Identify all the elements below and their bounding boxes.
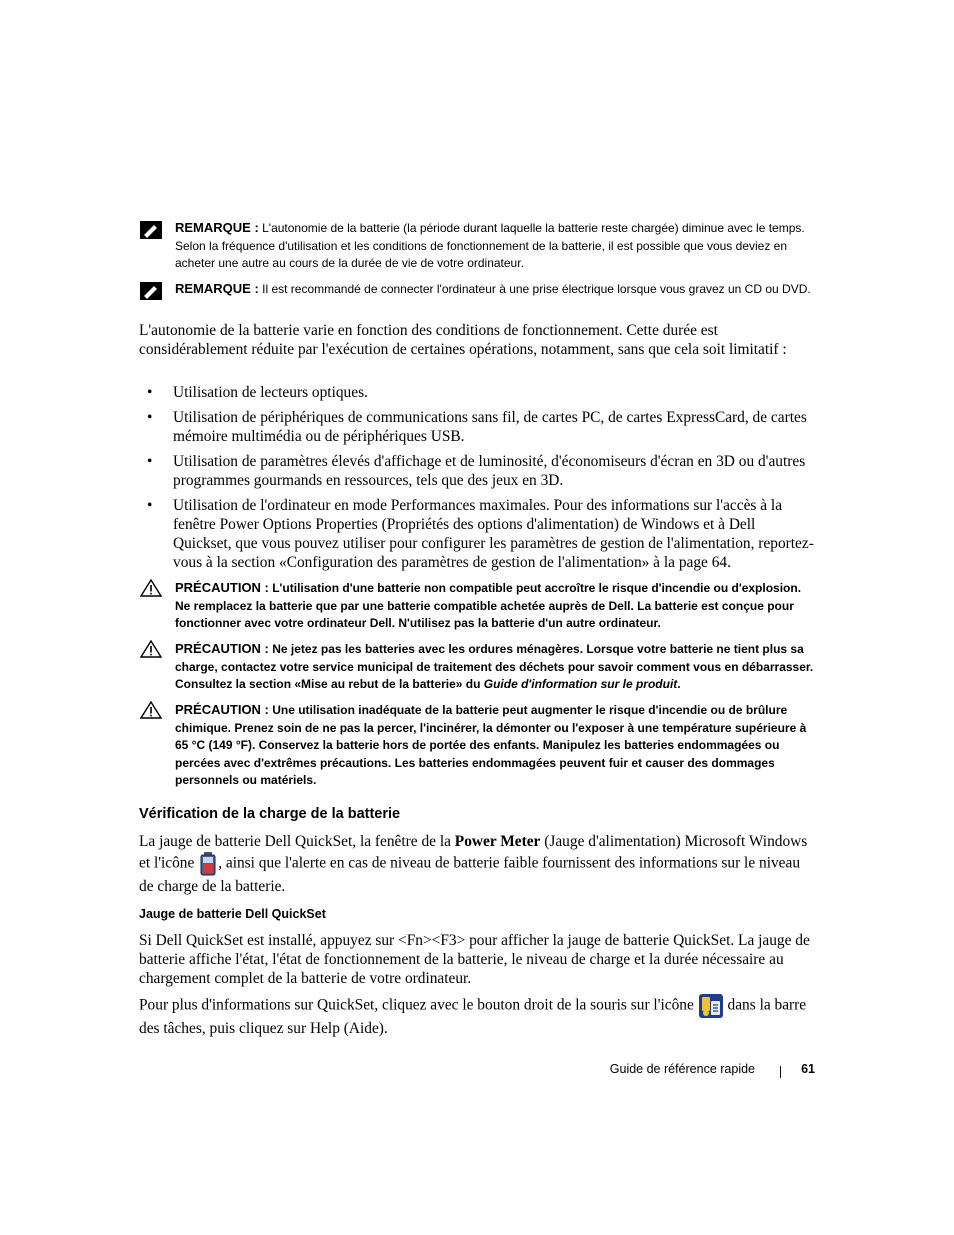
caution-text: Une utilisation inadéquate de la batterie peut augmenter le risque d'incendie ou de brûlure chimique. Prenez soin de ne pas la percer, l'incinérer, la démonter ou l'exposer à une température supérieure à 65 °C (149 °F). Conservez la batterie hors de portée des enfants. Manipulez les batteries endommagées ou percées avec d'extrêmes précautions. Les batteries endommagées peuvent fuir et causer des dommages personnels ou matériels. [175, 703, 807, 787]
list-item: • Utilisation de l'ordinateur en mode Performances maximales. Pour des informations sur l'accès à la fenêtre Power Options Properties (Propriétés des options d'alimentation) de Windows et à Dell Quickset, que vous pouvez utiliser pour configurer les paramètres de gestion de l'alimentation, reportez-vous à la section «Configuration des paramètres de gestion de l'alimentation» à la page 64. [147, 497, 814, 571]
power-meter-term: Power Meter [454, 833, 541, 850]
page-number: 61 [801, 1062, 815, 1076]
caution-italic-ref: Guide d'information sur le produit [483, 677, 678, 691]
intro-paragraph: L'autonomie de la batterie varie en fonction des conditions de fonctionnement. Cette durée est considérablement réduite par l'exécution de certaines opérations, notamment, sans que cela soit limitatif : [139, 322, 787, 358]
note-pencil-icon [140, 221, 162, 239]
caution-text: Ne jetez pas les batteries avec les ordures ménagères. Lorsque votre batterie ne tient plus sa charge, contactez votre service municipal de traitement des déchets pour savoir comment vous en débarrasser. Consultez la section «Mise au rebut de la batterie» du [175, 642, 814, 691]
list-item: • Utilisation de lecteurs optiques. [147, 384, 368, 401]
bullet-dot: • [147, 497, 153, 514]
help-term: Help [309, 1020, 340, 1037]
note-1 [140, 219, 815, 273]
note-label: REMARQUE : [175, 220, 259, 235]
caution-1 [140, 579, 815, 633]
caution-label: PRÉCAUTION : [175, 641, 269, 656]
battery-icon [198, 851, 218, 877]
bullet-dot: • [147, 384, 153, 401]
bullet-list [139, 383, 815, 578]
section-heading: Vérification de la charge de la batterie [139, 806, 401, 822]
footer-separator [780, 1066, 781, 1078]
footer-guide-title: Guide de référence rapide [609, 1062, 755, 1076]
list-item: • Utilisation de paramètres élevés d'affichage et de luminosité, d'économiseurs d'écran en 3D ou d'autres programmes gourmands en ressources, tels que des jeux en 3D. [147, 453, 806, 489]
list-item: • Utilisation de périphériques de communications sans fil, de cartes PC, de cartes ExpressCard, de cartes mémoire multimédia ou de périphériques USB. [147, 409, 807, 445]
note-2 [140, 280, 815, 299]
warning-triangle-icon [140, 640, 162, 658]
note-pencil-icon [140, 282, 162, 300]
caution-label: PRÉCAUTION : [175, 702, 269, 717]
quickset-paragraph: Si Dell QuickSet est installé, appuyez sur <Fn><F3> pour afficher la jauge de batterie QuickSet. La jauge de batterie affiche l'état, l'état de fonctionnement de la batterie, le niveau de charge et la durée nécessaire au chargement complet de la batterie de votre ordinateur. [139, 932, 810, 987]
warning-triangle-icon [140, 701, 162, 719]
quickset-help-paragraph: Pour plus d'informations sur QuickSet, cliquez avec le bouton droit de la souris sur l'icône dans la barre des tâches, puis cliquez sur Help (Aide). [139, 993, 815, 1038]
note-text: L'autonomie de la batterie (la période durant laquelle la batterie reste chargée) diminue avec le temps. Selon la fréquence d'utilisation et les conditions de fonctionnement de la batterie, il est possible que vous deviez en acheter une autre au cours de la durée de vie de votre ordinateur. [175, 221, 805, 270]
note-label: REMARQUE : [175, 281, 259, 296]
warning-triangle-icon [140, 579, 162, 597]
caution-label: PRÉCAUTION : [175, 580, 269, 595]
caution-2: PRÉCAUTION : Ne jetez pas les batteries avec les ordures ménagères. Lorsque votre batterie ne tient plus sa charge, contactez votre service municipal de traitement des déchets pour savoir comment vous en débarrasser. Consultez la section «Mise au rebut de la batterie» du Guide d'information sur le produit. [140, 640, 815, 694]
subsection-heading: Jauge de batterie Dell QuickSet [139, 907, 326, 921]
caution-text: L'utilisation d'une batterie non compatible peut accroître le risque d'incendie ou d'explosion. Ne remplacez la batterie que par une batterie compatible achetée auprès de Dell. La batterie est conçue pour fonctionner avec votre ordinateur Dell. N'utilisez pas la batterie d'un autre ordinateur. [175, 581, 802, 630]
caution-3 [140, 701, 815, 790]
bullet-dot: • [147, 453, 153, 470]
section-paragraph: La jauge de batterie Dell QuickSet, la fenêtre de la Power Meter (Jauge d'alimentation) Microsoft Windows et l'icône , ainsi que l'alerte en cas de niveau de batterie faible fournissent des informations sur le niveau de charge de la batterie. [139, 833, 808, 895]
quickset-icon [698, 993, 724, 1019]
bullet-dot: • [147, 409, 153, 426]
note-text: Il est recommandé de connecter l'ordinateur à une prise électrique lorsque vous gravez un CD ou DVD. [258, 282, 811, 296]
